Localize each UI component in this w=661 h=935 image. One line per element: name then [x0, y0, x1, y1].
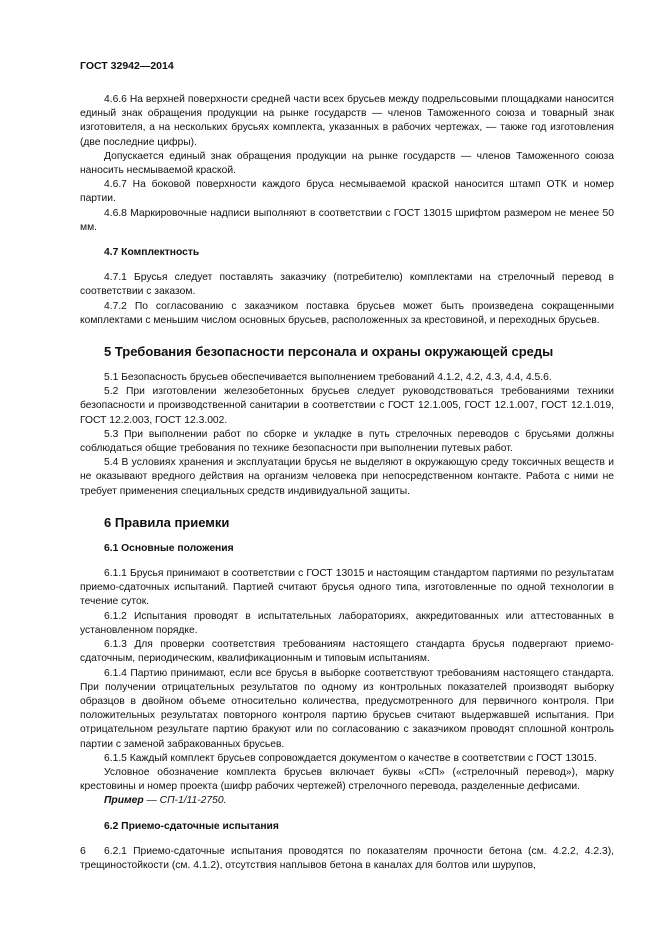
- paragraph: 4.6.6 На верхней поверхности средней части всех брусьев между подрельсовыми площадками наносится единый знак обращения продукции на рынке государств — членов Таможенного союза и товарный знак изготовителя, а на нескольких брусьях комплекта, указанных в рабочих чертежах, — также год изготовления (две последние цифры).: [80, 94, 614, 148]
- paragraph: 4.7.2 По согласованию с заказчиком поставка брусьев может быть произведена сокращенными комплектами с меньшим числом основных брусьев, расположенных за крестовиной, и переходных брусьев.: [80, 300, 614, 326]
- subsection-heading: 6.2 Приемо-сдаточные испытания: [104, 820, 279, 832]
- paragraph: 6.2.1 Приемо-сдаточные испытания проводятся по показателям прочности бетона (см. 4.2.2, 4.2.3), трещиностойкости (см. 4.1.2), отсутствия наплывов бетона в каналах для болтов или шурупов,: [80, 845, 614, 871]
- subsection-heading: 6.1 Основные положения: [104, 542, 234, 554]
- paragraph: 5.1 Безопасность брусьев обеспечивается выполнением требований 4.1.2, 4.2, 4.3, 4.4, 4.5.6.: [104, 372, 552, 384]
- spacer: [80, 328, 614, 344]
- example-text: — СП-1/11-2750.: [143, 795, 227, 807]
- document-header: ГОСТ 32942—2014: [80, 60, 174, 72]
- paragraph: 4.6.8 Маркировочные надписи выполняют в соответствии с ГОСТ 13015 шрифтом размером не менее 50 мм.: [80, 207, 614, 233]
- document-body: [80, 93, 614, 873]
- paragraph: 6.1.5 Каждый комплект брусьев сопровождается документом о качестве в соответствии с ГОСТ 13015.: [104, 752, 597, 764]
- paragraph: 6.1.4 Партию принимают, если все брусья в выборке соответствуют требованиям настоящего стандарта. При получении отрицательных результатов по одному из контрольных показателей производят выборку образцов в двойном объеме относительно количества, предусмотренного для первичного контроля. При положительных результатах повторного контроля партию брусьев считают выдержавшей испытания. При отрицательном результате партию бракуют или по согласованию с заказчиком проводят сплошной контроль партии с заменой забракованных брусьев.: [80, 667, 614, 750]
- paragraph: Допускается единый знак обращения продукции на рынке государств — членов Таможенного союза наносить несмываемой краской.: [80, 150, 614, 177]
- spacer: [80, 235, 614, 246]
- paragraph: 5.2 При изготовлении железобетонных брусьев следует руководствоваться требованиями техники безопасности и производственной санитарии в соответствии с ГОСТ 12.1.005, ГОСТ 12.1.007, ГОСТ 12.1.019, ГОСТ 12.2.003, ГОСТ 12.3.002.: [80, 386, 614, 426]
- section-heading: 5 Требования безопасности персонала и охраны окружающей среды: [104, 344, 554, 360]
- spacer: [80, 260, 614, 271]
- paragraph: 5.4 В условиях хранения и эксплуатации брусья не выделяют в окружающую среду токсичных веществ и не оказывают вредного действия на организм человека при непосредственном контакте. Работа с ними не требует применения специальных средств индивидуальной защиты.: [80, 457, 614, 497]
- spacer: [80, 360, 614, 371]
- subsection-heading: 4.7 Комплектность: [104, 247, 200, 259]
- paragraph: 4.7.1 Брусья следует поставлять заказчику (потребителю) комплектами на стрелочный перевод в соответствии с заказом.: [80, 272, 614, 298]
- page-number: 6: [80, 845, 86, 857]
- spacer: [80, 834, 614, 845]
- spacer: [80, 809, 614, 820]
- paragraph: 6.1.3 Для проверки соответствия требованиям настоящего стандарта брусья подвергают приемо-сдаточным, периодическим, квалификационным и типовым испытаниям.: [80, 639, 614, 665]
- spacer: [80, 499, 614, 515]
- paragraph: Условное обозначение комплекта брусьев включает буквы «СП» («стрелочный перевод»), марку крестовины и номер проекта (шифр рабочих чертежей) стрелочного перевода, разделенные дефисами.: [80, 766, 614, 793]
- example-line: [80, 794, 614, 808]
- section-heading: 6 Правила приемки: [104, 514, 230, 530]
- spacer: [80, 556, 614, 567]
- spacer: [80, 531, 614, 542]
- paragraph: 4.6.7 На боковой поверхности каждого бруса несмываемой краской наносится штамп ОТК и номер партии.: [80, 179, 614, 205]
- paragraph: 6.1.2 Испытания проводят в испытательных лабораториях, аккредитованных или аттестованных в установленном порядке.: [80, 610, 614, 636]
- paragraph: 5.3 При выполнении работ по сборке и укладке в путь стрелочных переводов с брусьями должны соблюдаться общие требования по технике безопасности при выполнении путевых работ.: [80, 428, 614, 455]
- example-label: Пример: [104, 795, 144, 807]
- paragraph: 6.1.1 Брусья принимают в соответствии с ГОСТ 13015 и настоящим стандартом партиями по результатам приемо-сдаточных испытаний. Партией считают брусья одного типа, изготовленные по одной технологии в течение суток.: [80, 568, 614, 608]
